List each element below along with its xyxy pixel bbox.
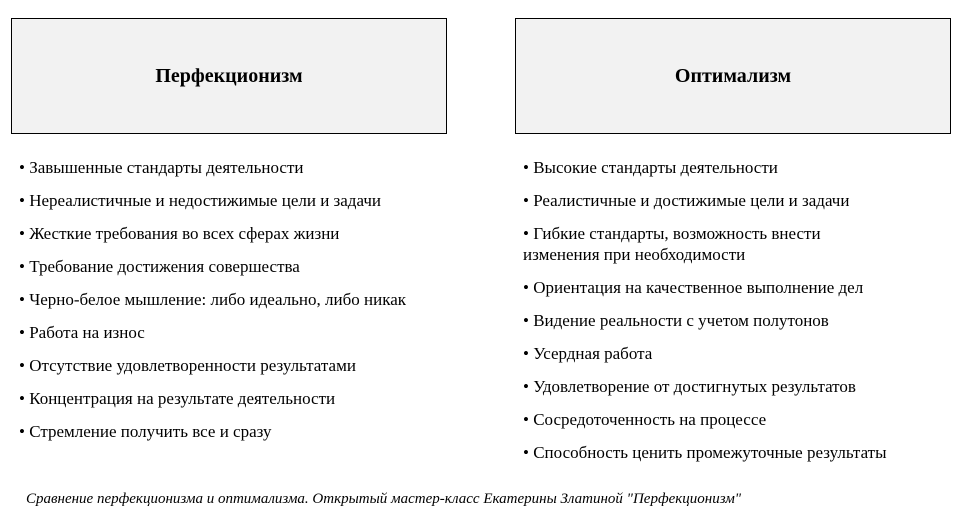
optimalism-title: Оптимализм: [674, 64, 792, 87]
list-item: [523, 157, 953, 178]
bullet-icon: •: [523, 410, 529, 429]
list-item-text: Отсутствие удовлетворенности результатами: [29, 356, 356, 375]
list-item: [523, 442, 953, 463]
list-item: [523, 223, 873, 265]
list-item-text: Концентрация на результате деятельности: [29, 389, 336, 408]
bullet-icon: •: [523, 344, 529, 363]
list-item-text: Жесткие требования во всех сферах жизни: [29, 224, 340, 243]
list-item: [19, 322, 449, 343]
list-item-text: Работа на износ: [29, 323, 145, 342]
list-item-text: Усердная работа: [533, 344, 653, 363]
bullet-icon: •: [19, 422, 25, 441]
list-item-text: Нереалистичные и недостижимые цели и задачи: [29, 191, 381, 210]
list-item: [19, 289, 419, 310]
list-item-text: Завышенные стандарты деятельности: [29, 158, 304, 177]
bullet-icon: •: [19, 158, 25, 177]
list-item: [19, 190, 449, 211]
bullet-icon: •: [523, 224, 529, 243]
bullet-icon: •: [523, 278, 529, 297]
list-item-text: Ориентация на качественное выполнение дел: [533, 278, 864, 297]
optimalism-list: [523, 157, 953, 475]
bullet-icon: •: [523, 443, 529, 462]
bullet-icon: •: [19, 389, 25, 408]
list-item-text: Сосредоточенность на процессе: [533, 410, 767, 429]
optimalism-header: [515, 18, 951, 134]
list-item: [19, 223, 449, 244]
list-item: [523, 190, 953, 211]
list-item: [523, 376, 953, 397]
bullet-icon: •: [523, 377, 529, 396]
list-item: [19, 256, 449, 277]
list-item-text: Высокие стандарты деятельности: [533, 158, 778, 177]
list-item: [19, 388, 449, 409]
bullet-icon: •: [19, 257, 25, 276]
list-item: [19, 157, 449, 178]
list-item-text: Требование достижения совершества: [29, 257, 300, 276]
perfectionism-list: [19, 157, 449, 454]
bullet-icon: •: [19, 290, 25, 309]
list-item-text: Гибкие стандарты, возможность внести изменения при необходимости: [523, 224, 821, 264]
list-item-text: Реалистичные и достижимые цели и задачи: [533, 191, 850, 210]
perfectionism-header: [11, 18, 447, 134]
bullet-icon: •: [19, 224, 25, 243]
list-item: [523, 277, 953, 298]
list-item: [523, 310, 953, 331]
list-item-text: Удовлетворение от достигнутых результатов: [533, 377, 856, 396]
perfectionism-column: [11, 18, 447, 441]
bullet-icon: •: [19, 356, 25, 375]
list-item: [523, 409, 953, 430]
list-item: [523, 343, 953, 364]
bullet-icon: •: [523, 158, 529, 177]
optimalism-column: [515, 18, 951, 462]
bullet-icon: •: [523, 191, 529, 210]
bullet-icon: •: [523, 311, 529, 330]
list-item-text: Способность ценить промежуточные результаты: [533, 443, 887, 462]
list-item-text: Стремление получить все и сразу: [29, 422, 272, 441]
bullet-icon: •: [19, 323, 25, 342]
figure-caption: Сравнение перфекционизма и оптимализма. Открытый мастер-класс Екатерины Златиной "Перфекционизм": [26, 491, 742, 507]
bullet-icon: •: [19, 191, 25, 210]
perfectionism-title: Перфекционизм: [155, 64, 303, 87]
list-item: [19, 421, 449, 442]
list-item: [19, 355, 449, 376]
list-item-text: Черно-белое мышление: либо идеально, либо никак: [29, 290, 407, 309]
list-item-text: Видение реальности с учетом полутонов: [533, 311, 829, 330]
